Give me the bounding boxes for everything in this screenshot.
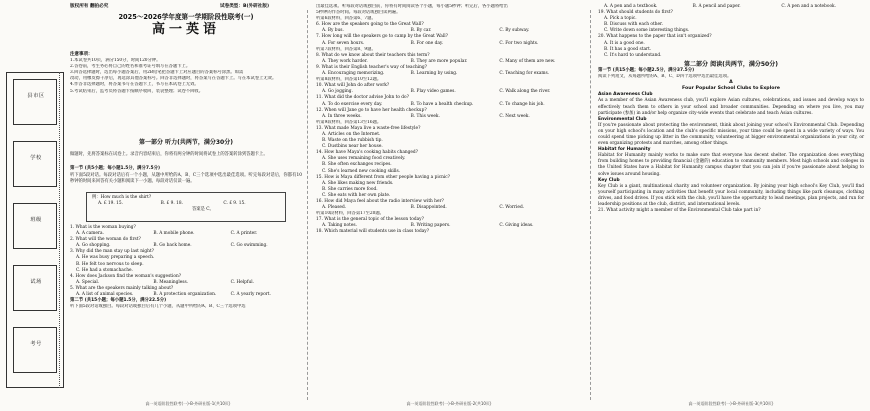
option: C. £ 9. 15. <box>223 201 246 207</box>
example-box <box>86 192 286 222</box>
question: 7. How long will the speakers go to camp by the Great Wall? <box>316 34 448 40</box>
option: C. She's learned new cooking skills. <box>322 168 401 174</box>
material-note: 听第9段材料，回答第13至16题。 <box>316 119 382 125</box>
option: B. Discuss with each other. <box>604 22 663 28</box>
option: C. She eats with her own plate. <box>322 192 391 198</box>
option: B. She often exchanges recipes. <box>322 162 392 168</box>
question: 13. What made Maya live a waste-free lifestyle? <box>316 125 421 131</box>
page-footer: 高一英语阶段性联考(一)-B-外研社版-1(共10页) <box>145 400 231 406</box>
material-note: 听第10段材料，回答第17至20题。 <box>316 211 384 217</box>
question: 4. How does Jackson find the woman's suggestion? <box>70 273 182 279</box>
option: C. A printer. <box>230 231 258 237</box>
question: 14. How have Maya's cooking habits changed? <box>316 150 418 156</box>
option: B. They are more popular. <box>410 58 468 64</box>
club-name: Habitat for Humanity <box>598 147 651 153</box>
option: A. Go shopping. <box>76 243 111 249</box>
option: B. This week. <box>410 113 440 119</box>
question: 16. How did Maya feel about the radio interview with her? <box>316 199 444 204</box>
question: 1. What is the woman buying? <box>70 225 136 230</box>
question: 10. What will John do after work? <box>316 83 390 89</box>
exam-title: 2025～2026学年度第一学期阶段性联考(一) <box>118 13 254 21</box>
option: A. For seven hours. <box>322 40 365 46</box>
option: C. By subway. <box>499 28 530 34</box>
passage-title: Four Popular School Clubs to Explore <box>682 86 780 92</box>
sidebar-field: 试场 <box>13 265 57 311</box>
question: 15. How is Maya different from other people having a picnic? <box>316 174 450 180</box>
club-name: Key Club <box>598 177 620 183</box>
option: A. They work harder. <box>322 58 368 64</box>
option: B. Play video games. <box>410 89 456 95</box>
page-footer: 高一英语阶段性联考(一)-B-外研社版-3(共10页) <box>688 400 774 406</box>
sidebar-field: 县市区 <box>13 79 57 125</box>
question: 5. What are the speakers mainly talking about? <box>70 285 174 291</box>
page-separator <box>307 10 308 400</box>
option: C. Write down some interesting things. <box>604 28 690 34</box>
material-note: 听第7段材料，回答第8、9题。 <box>316 46 376 52</box>
option: A. Special. <box>76 279 100 285</box>
options <box>316 102 582 108</box>
part1-heading-block <box>70 140 302 146</box>
option: A. By bus. <box>322 28 344 34</box>
option: A. Encouraging memorizing. <box>322 71 385 77</box>
cut-line <box>59 72 60 388</box>
option: B. By car. <box>410 28 432 34</box>
option: C. Dustbins near her house. <box>322 144 383 150</box>
option: C. Walk along the river. <box>499 89 551 95</box>
exam-type: 试卷类型：B(外研社版) <box>220 4 270 9</box>
option: A. A list of animal species. <box>76 292 134 298</box>
option: B. He felt too nervous to sleep. <box>76 261 144 267</box>
section-heading: 第一节 (共15小题；每小题2.5分，满分37.5分) <box>598 67 695 73</box>
option: A. Taking notes. <box>322 223 357 229</box>
option: A. She uses remaining food creatively. <box>322 156 406 162</box>
option: B. A protection organization. <box>153 292 217 298</box>
club-name: Environmental Club <box>598 116 647 122</box>
page-3-content <box>598 4 864 214</box>
option: B. A mobile phone. <box>153 231 195 237</box>
note-line: 3.回答选择题时，选出每小题答案后，用2B铅笔把答题卡上对应题目的答案标号涂黑。如需 <box>70 70 244 76</box>
question: 3. Why did the man stay up last night? <box>70 249 154 255</box>
note-line: 1.本试卷共10页，满分150分，时间120分钟。 <box>70 58 161 64</box>
section1-instructions: 听下面5段对话。每段对话后有一个小题，从题中所给的A、B、C三个选项中选出最佳选项。听完每段对话后，你都有10秒钟的时间来回答有关小题和阅读下一小题。每段对话仅读一遍。 <box>70 173 302 185</box>
option: A. To do exercise every day. <box>322 101 383 107</box>
question: 17. What is the general topic of the lesson today? <box>316 217 424 223</box>
example-answer: 答案是 C。 <box>192 207 214 213</box>
notes-heading: 注意事项： <box>70 52 93 57</box>
question: 21. What activity might a member of the Environmental Club take part in? <box>598 208 761 214</box>
option: B. £ 9. 18. <box>160 201 183 207</box>
question: 12. When will Jane go to have her health checkup? <box>316 107 427 113</box>
option: B. Waste on the rubbish tip. <box>322 138 383 144</box>
question: 11. What did the doctor advise John to do? <box>316 95 409 101</box>
material-note: 听第6段材料，回答第6、7题。 <box>316 16 376 22</box>
page-separator <box>590 10 591 400</box>
option: B. To have a health checkup. <box>410 101 474 107</box>
option: B. Writing papers. <box>410 223 451 229</box>
option: B. Disappointed. <box>410 205 447 211</box>
subject-title: 高一英语 <box>151 22 220 37</box>
example-options <box>92 201 280 207</box>
option: A. She likes making new friends. <box>322 180 394 186</box>
club-text: Key Club is a giant, multinational charity and volunteer organization. By joining your high school's Key Club, you'll find yourself participating in many activities that benefit your local community, including things like park cleanups, clothing drives, and food drives. If you stick with the club, you'll have the opportunity to lead meetings, plan projects, and run for leadership positions at the club, district, and international levels. <box>598 183 864 207</box>
option: B. Go back home. <box>153 243 192 249</box>
option: B. For one day. <box>410 40 444 46</box>
question: 18. Which material will students use in class today? <box>316 229 430 235</box>
part1-intro: 做题时，先将答案标在试卷上。录音内容结束后，你将有两分钟的时间将试卷上的答案转涂到答题卡上。 <box>70 152 268 157</box>
option: A. Pick a topic. <box>604 16 637 22</box>
page-2 <box>310 0 588 411</box>
options <box>316 41 582 47</box>
option: B. Meaningless. <box>153 279 189 285</box>
page-2-content <box>316 4 582 236</box>
sidebar-field: 学校 <box>13 141 57 187</box>
note-line: 4.作答非选择题时，将答案书写在答题卡上，书写在本试卷上无效。 <box>70 82 199 88</box>
note-line: 5.考试结束后，监考员将答题卡按顺序收回，装袋整理；试卷不回收。 <box>70 88 204 94</box>
option: C. A pen and a notebook. <box>781 4 836 9</box>
option: C. Next week. <box>499 113 530 119</box>
material-note: 听第8段材料，回答第10至12题。 <box>316 77 382 83</box>
question: 2. What will the woman do first? <box>70 237 141 243</box>
rights-notice: 版权所有 翻拍必究 <box>70 4 109 9</box>
question: 19. What should students do first? <box>598 10 673 16</box>
option: B. She carries more food. <box>322 186 378 192</box>
option: A. It is a good one. <box>604 40 645 46</box>
option: A. He was busy preparing a speech. <box>76 255 155 261</box>
section2-instructions: 听下面5段对话或独白。每段对话或独白后有几个小题，从题中所给的A、B、C三个选项中选 <box>70 304 246 310</box>
option: C. Worried. <box>499 205 525 211</box>
club-text: Habitat for Humanity mainly works to make sure that everyone has decent shelter. The organization does everything from building homes to providing financial (金融的) education to community members. Most high schools and colleges in the United States have a Habitat for Humanity campus chapter that you can join if you're passionate about helping to solve issues around housing. <box>598 153 864 177</box>
sidebar-field: 考号 <box>13 327 57 373</box>
p2-questions <box>316 22 582 235</box>
club-name: Asian Awareness Club <box>598 92 653 98</box>
candidate-info-sidebar <box>6 72 64 388</box>
option: C. For two nights. <box>499 40 539 46</box>
option: A. Articles on the Internet. <box>322 131 381 137</box>
page-1 <box>0 0 306 411</box>
question: 8. What do we know about their teachers this term? <box>316 52 430 58</box>
option: C. Helpful. <box>230 279 255 285</box>
passage-label: A <box>729 80 733 86</box>
question: 9. What is their English teacher's way of teaching? <box>316 64 427 70</box>
option: C. Giving ideas. <box>499 223 534 229</box>
option: C. Teaching for exams. <box>499 71 550 77</box>
part1-heading: 第一部分 听力(共两节，满分30分) <box>139 139 233 146</box>
section2-heading: 第二节 (共15小题；每小题1.5分，满分22.5分) <box>70 298 167 304</box>
option: C. It's hard to understand. <box>604 52 662 58</box>
option: A. Pleased. <box>322 205 347 211</box>
option: A. In three weeks. <box>322 113 362 119</box>
option: A. A pen and a textbook. <box>604 4 658 9</box>
question: 6. How are the speakers going to the Great Wall? <box>316 22 424 28</box>
note-line: 改动，用橡皮擦干净后，再选涂其他答案标号。回答非选择题时，将答案写在答题卡上。写在本试卷上无效。 <box>70 76 277 82</box>
section-instructions: 阅读下列短文，从每题所给的A、B、C、D四个选项中选出最佳选项。 <box>598 74 732 80</box>
option: A. Go jogging. <box>322 89 353 95</box>
option: A. A camera. <box>76 231 104 237</box>
club-text: If you're passionate about protecting the environment, think about joining your school's Environmental Club. Depending on your high school's location and the club's specific missions, your time could be spent in a wide variety of ways. You could spend time picking up litter in the community, volunteering at bigger environmental organizations in your city, or even organizing protests and marches, among other things. <box>598 122 864 147</box>
club-text: As a member of the Asian Awareness club, you'll explore Asian cultures, celebrations, and issues and develop ways to effectively teach them to others in your school and broader communities. Depending on where you live, you may participate (参加) in and/or help organize city-wide events that celebrate and teach Asian cultures. <box>598 98 864 116</box>
instruction-line: 出最佳选项。听每段对话或独白前，你将有时间阅读各个小题，每小题5秒钟；听完后，各小题将给出 <box>316 4 508 9</box>
option: B. It has a good start. <box>604 46 652 52</box>
page-3 <box>592 0 870 411</box>
notes-block <box>70 52 302 95</box>
option: A. £ 19. 15. <box>98 201 123 207</box>
note-line: 2.答卷前，考生务必将自己的姓名和准考证号填写在答题卡上。 <box>70 64 191 70</box>
option: B. Learning by using. <box>410 71 458 77</box>
question: 20. What happens to the paper that isn't organized? <box>598 34 712 40</box>
example-question: 例：How much is the shirt? <box>92 195 152 200</box>
page-footer: 高一英语阶段性联考(一)-B-外研社版-2(共10页) <box>406 400 492 406</box>
option: C. Go swimming. <box>230 243 268 249</box>
option: C. To change his job. <box>499 101 545 107</box>
p1-questions <box>70 225 302 310</box>
option: B. A pencil and paper. <box>692 4 741 9</box>
instruction-line: 5秒钟的作答时间。每段对话或独白读两遍。 <box>316 10 401 16</box>
option: C. Many of them are new. <box>499 58 556 64</box>
option: C. A yearly report. <box>230 292 271 298</box>
options <box>316 114 582 120</box>
part2-heading: 第二部分 阅读(共两节，满分50分) <box>684 60 778 68</box>
option: C. He had a stomachache. <box>76 267 133 273</box>
section1-heading: 第一节 (共5小题；每小题1.5分，满分7.5分) <box>70 166 161 171</box>
sidebar-field: 班级 <box>13 203 57 249</box>
